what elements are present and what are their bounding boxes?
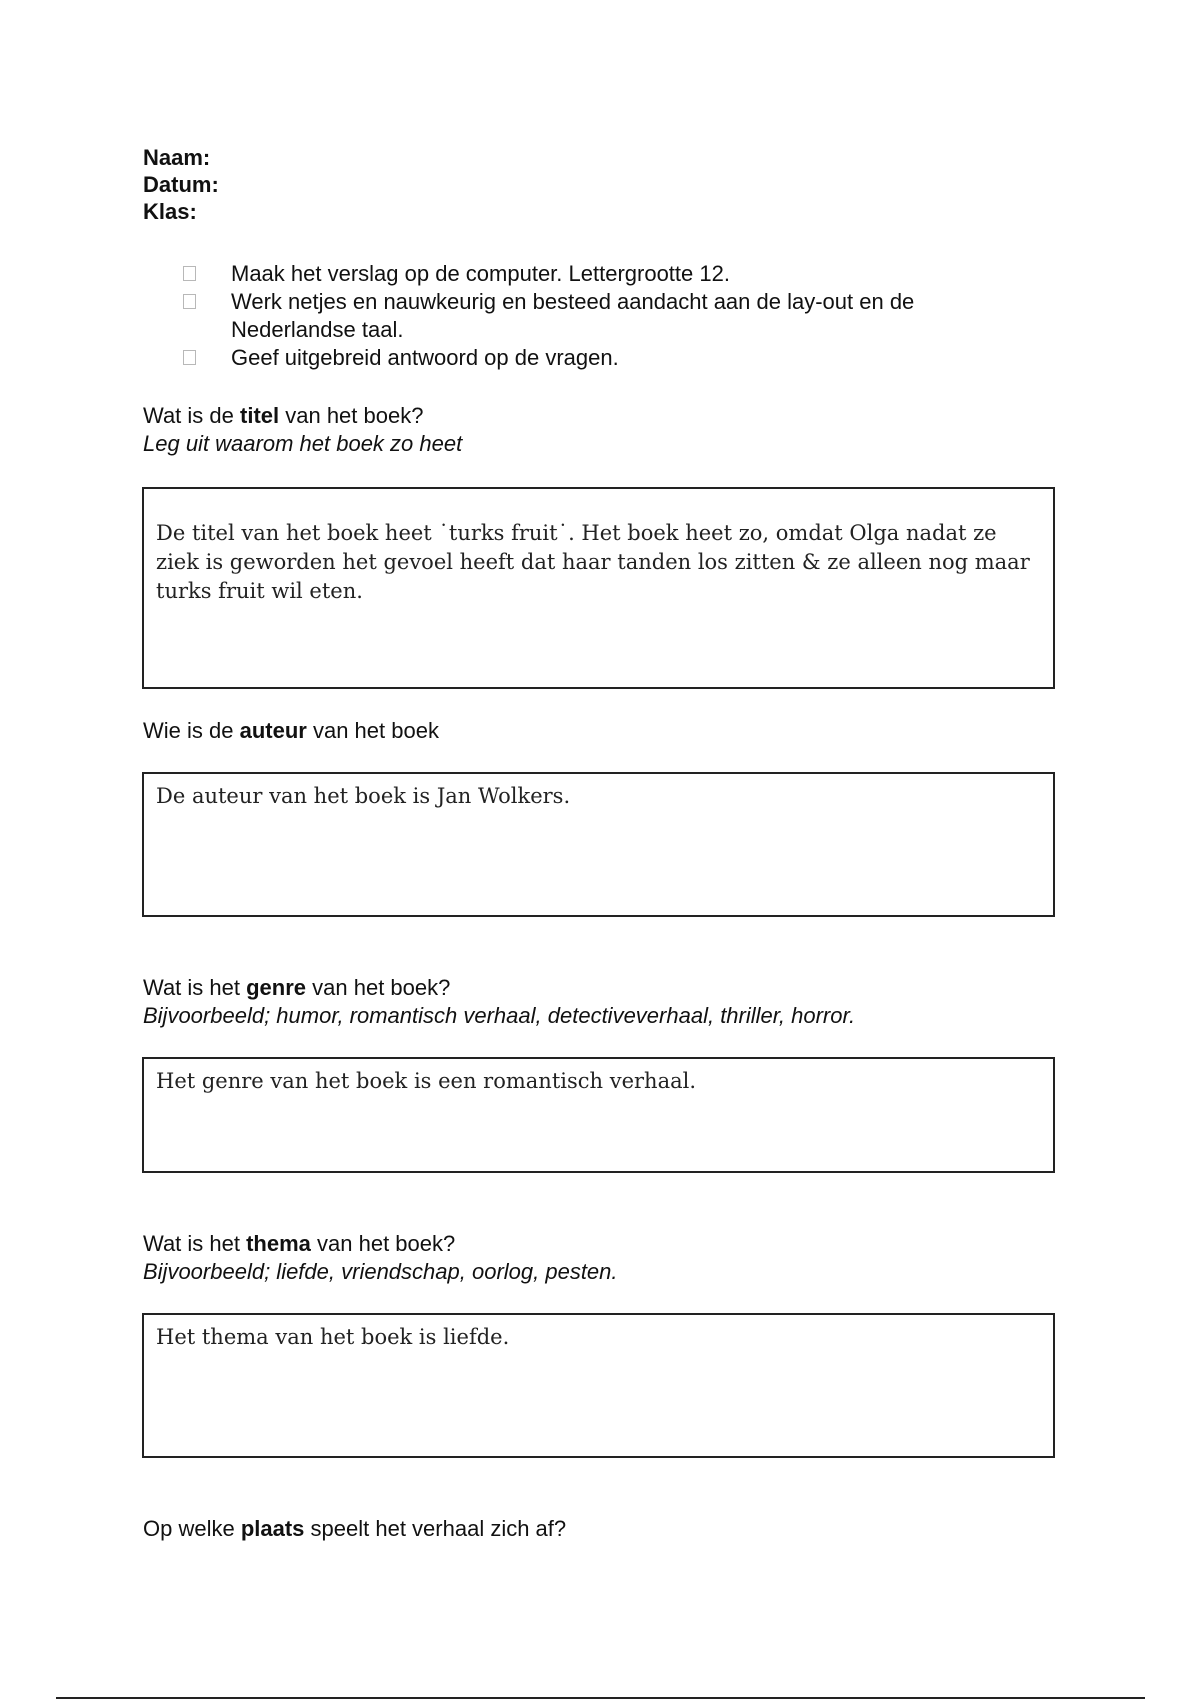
question-plaats [143, 1515, 566, 1543]
question-hint: Bijvoorbeeld; humor, romantisch verhaal, detectiveverhaal, thriller, horror. [143, 1003, 856, 1028]
question-keyword: titel [240, 403, 280, 428]
question-thema [143, 1230, 618, 1286]
answer-box-auteur[interactable]: De auteur van het boek is Jan Wolkers. [142, 772, 1055, 917]
instructions-list [182, 260, 1032, 372]
question-text [143, 1230, 618, 1258]
instruction-item [182, 288, 1032, 344]
question-prefix: Wie is de [143, 718, 240, 743]
instruction-text: Werk netjes en nauwkeurig en besteed aandacht aan de lay-out en de Nederlandse taal. [231, 289, 915, 342]
instruction-text: Maak het verslag op de computer. Lettergrootte 12. [231, 261, 730, 286]
question-suffix: van het boek? [279, 403, 424, 428]
question-keyword: genre [246, 975, 307, 1000]
question-prefix: Wat is de [143, 403, 240, 428]
question-suffix: speelt het verhaal zich af? [304, 1516, 567, 1541]
question-suffix: van het boek? [306, 975, 451, 1000]
question-suffix: van het boek [306, 718, 439, 743]
checkbox-icon [183, 266, 196, 281]
instruction-item [182, 260, 1032, 288]
question-hint: Bijvoorbeeld; liefde, vriendschap, oorlog, pesten. [143, 1259, 618, 1284]
question-keyword: auteur [239, 718, 307, 743]
instruction-item [182, 344, 1032, 372]
question-prefix: Wat is het [143, 975, 247, 1000]
question-text [143, 402, 462, 430]
checkbox-icon [183, 350, 196, 365]
question-prefix: Op welke [143, 1516, 241, 1541]
naam-label: Naam: [143, 145, 211, 170]
question-hint: Leg uit waarom het boek zo heet [143, 431, 463, 456]
question-keyword: plaats [240, 1516, 305, 1541]
question-titel [143, 402, 462, 458]
question-text [143, 717, 439, 745]
question-text [143, 1515, 566, 1543]
question-prefix: Wat is het [143, 1231, 247, 1256]
question-genre [143, 974, 855, 1030]
klas-label: Klas: [143, 199, 197, 224]
answer-box-titel[interactable]: De titel van het boek heet ˙turks fruit˙. Het boek heet zo, omdat Olga nadat ze ziek is geworden het gevoel heeft dat haar tanden los zitten & ze alleen nog maar turks fruit wil eten. [142, 487, 1055, 689]
answer-box-genre[interactable]: Het genre van het boek is een romantisch verhaal. [142, 1057, 1055, 1173]
datum-label: Datum: [143, 172, 219, 197]
question-keyword: thema [246, 1231, 311, 1256]
question-auteur [143, 717, 439, 745]
answer-box-thema[interactable]: Het thema van het boek is liefde. [142, 1313, 1055, 1458]
page-bottom-divider [56, 1697, 1145, 1699]
checkbox-icon [183, 294, 196, 309]
question-text [143, 974, 855, 1002]
instruction-text: Geef uitgebreid antwoord op de vragen. [231, 345, 619, 370]
student-info-header [143, 144, 219, 225]
question-suffix: van het boek? [310, 1231, 456, 1256]
